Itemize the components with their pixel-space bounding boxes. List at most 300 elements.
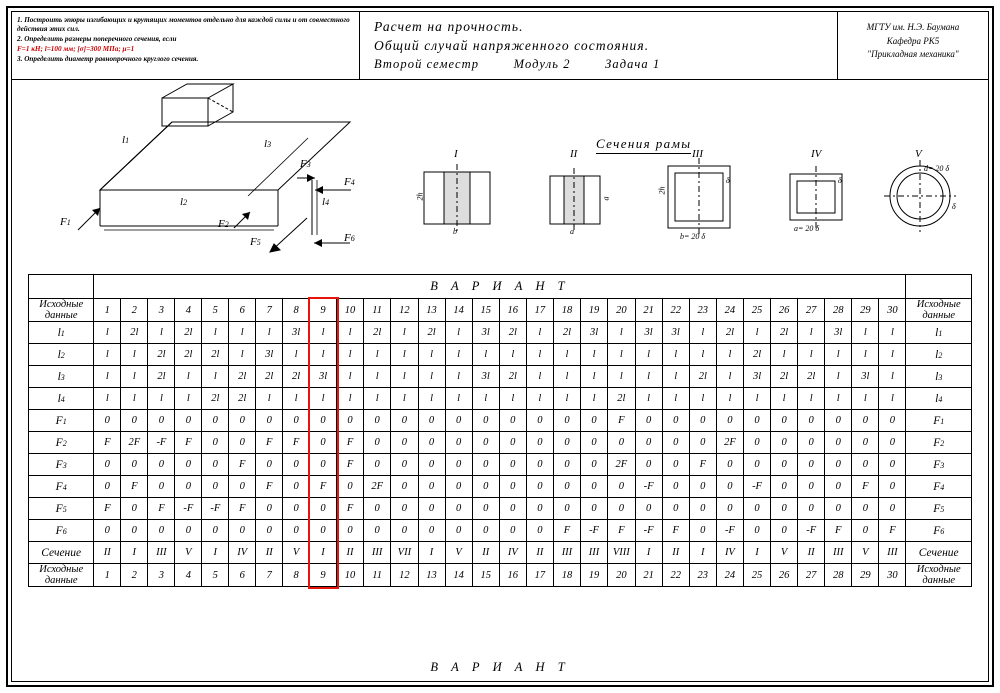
cell-F1-28: 0 <box>825 410 852 432</box>
cell-F1-23: 0 <box>689 410 716 432</box>
cell-l3-7: 2l <box>256 366 283 388</box>
variant-number-23: 23 <box>689 564 716 587</box>
cell-F5-10: F <box>337 498 364 520</box>
dim-label-d-V: d= 20 δ <box>924 164 950 173</box>
cell-F2-12: 0 <box>391 432 418 454</box>
cell-F2-19: 0 <box>580 432 607 454</box>
cell-F1-26: 0 <box>771 410 798 432</box>
cell-F4-27: 0 <box>798 476 825 498</box>
cell-l2-9: l <box>310 344 337 366</box>
variant-number-8: 8 <box>283 299 310 322</box>
cell-F4-23: 0 <box>689 476 716 498</box>
cell-l2-13: l <box>418 344 445 366</box>
cell-F3-8: 0 <box>283 454 310 476</box>
cell-l3-15: 3l <box>472 366 499 388</box>
cell-l2-23: l <box>689 344 716 366</box>
cell-F1-14: 0 <box>445 410 472 432</box>
cell-l4-27: l <box>798 388 825 410</box>
cell-l1-10: l <box>337 322 364 344</box>
cell-F3-6: F <box>229 454 256 476</box>
cell-F6-17: 0 <box>526 520 553 542</box>
cell-F2-9: 0 <box>310 432 337 454</box>
cell-l3-9: 3l <box>310 366 337 388</box>
cell-l1-20: l <box>608 322 636 344</box>
row-header-l3: l3 <box>29 366 94 388</box>
cell-Сечение-6: IV <box>229 542 256 564</box>
cell-F1-7: 0 <box>256 410 283 432</box>
cell-l4-8: l <box>283 388 310 410</box>
cell-F2-6: 0 <box>229 432 256 454</box>
cell-F1-1: 0 <box>94 410 121 432</box>
cell-l3-8: 2l <box>283 366 310 388</box>
cell-Сечение-11: III <box>364 542 391 564</box>
cell-l4-24: l <box>716 388 743 410</box>
cell-F4-15: 0 <box>472 476 499 498</box>
cell-F1-20: F <box>608 410 636 432</box>
cell-l1-4: 2l <box>175 322 202 344</box>
cell-F1-8: 0 <box>283 410 310 432</box>
org-line-1: МГТУ им. Н.Э. Баумана <box>866 22 960 32</box>
cell-F6-1: 0 <box>94 520 121 542</box>
cell-Сечение-27: II <box>798 542 825 564</box>
variant-number-21: 21 <box>635 564 662 587</box>
cell-F5-27: 0 <box>798 498 825 520</box>
cell-Сечение-24: IV <box>716 542 743 564</box>
cell-l2-24: l <box>716 344 743 366</box>
row-header-source-data: Исходные данные <box>906 564 972 587</box>
cell-l2-27: l <box>798 344 825 366</box>
cell-F1-22: 0 <box>662 410 689 432</box>
cell-l3-1: l <box>94 366 121 388</box>
cell-Сечение-1: II <box>94 542 121 564</box>
cell-Сечение-18: III <box>553 542 580 564</box>
cell-F1-9: 0 <box>310 410 337 432</box>
cell-l1-26: 2l <box>771 322 798 344</box>
cell-l1-23: l <box>689 322 716 344</box>
variant-number-3: 3 <box>148 299 175 322</box>
cell-l4-20: 2l <box>608 388 636 410</box>
cell-F1-18: 0 <box>553 410 580 432</box>
cell-F5-20: 0 <box>608 498 636 520</box>
cell-F4-9: F <box>310 476 337 498</box>
cell-Сечение-10: II <box>337 542 364 564</box>
cell-F2-29: 0 <box>852 432 879 454</box>
variant-number-9: 9 <box>310 564 337 587</box>
force-label-F1: F1 <box>60 216 71 228</box>
variants-table <box>28 274 972 587</box>
cell-F5-16: 0 <box>499 498 526 520</box>
cell-F2-4: F <box>175 432 202 454</box>
variant-number-1: 1 <box>94 564 121 587</box>
cell-F2-10: F <box>337 432 364 454</box>
variant-number-16: 16 <box>499 299 526 322</box>
cell-l3-10: l <box>337 366 364 388</box>
cell-l2-5: 2l <box>202 344 229 366</box>
cell-l3-18: l <box>553 366 580 388</box>
cell-l1-27: l <box>798 322 825 344</box>
cell-l4-18: l <box>553 388 580 410</box>
cell-F2-2: 2F <box>121 432 148 454</box>
cell-F1-29: 0 <box>852 410 879 432</box>
cell-l4-23: l <box>689 388 716 410</box>
variant-number-5: 5 <box>202 564 229 587</box>
variant-number-8: 8 <box>283 564 310 587</box>
cell-F6-14: 0 <box>445 520 472 542</box>
cell-F6-2: 0 <box>121 520 148 542</box>
cell-l1-18: 2l <box>553 322 580 344</box>
cell-F3-23: F <box>689 454 716 476</box>
cell-l2-22: l <box>662 344 689 366</box>
table-row <box>29 322 972 344</box>
row-header-F2: F2 <box>29 432 94 454</box>
cell-F6-25: 0 <box>743 520 770 542</box>
cell-F1-5: 0 <box>202 410 229 432</box>
cell-l1-5: l <box>202 322 229 344</box>
cell-l2-10: l <box>337 344 364 366</box>
cell-l1-19: 3l <box>580 322 607 344</box>
cell-F1-4: 0 <box>175 410 202 432</box>
variant-number-6: 6 <box>229 299 256 322</box>
cell-l1-29: l <box>852 322 879 344</box>
cell-F3-12: 0 <box>391 454 418 476</box>
row-header-l1: l1 <box>906 322 972 344</box>
cell-l2-21: l <box>635 344 662 366</box>
variant-number-6: 6 <box>229 564 256 587</box>
cell-l4-7: l <box>256 388 283 410</box>
cell-l1-28: 3l <box>825 322 852 344</box>
cell-l4-17: l <box>526 388 553 410</box>
task-item-1: 1. Построить эпюры изгибающих и крутящих моментов отдельно для каждой силы и от совместного действия этих сил. <box>17 16 350 33</box>
cell-F2-21: 0 <box>635 432 662 454</box>
cell-l2-11: l <box>364 344 391 366</box>
cell-F5-24: 0 <box>716 498 743 520</box>
cell-F1-16: 0 <box>499 410 526 432</box>
row-header-F1: F1 <box>29 410 94 432</box>
variant-number-30: 30 <box>879 564 906 587</box>
cell-F5-23: 0 <box>689 498 716 520</box>
cell-l1-13: 2l <box>418 322 445 344</box>
cell-l4-12: l <box>391 388 418 410</box>
task-label: Задача 1 <box>605 57 661 71</box>
cell-F2-25: 0 <box>743 432 770 454</box>
cell-F1-15: 0 <box>472 410 499 432</box>
variant-number-12: 12 <box>391 299 418 322</box>
table-row <box>29 388 972 410</box>
cell-F3-1: 0 <box>94 454 121 476</box>
cell-F4-28: 0 <box>825 476 852 498</box>
title-line-1: Расчет на прочность. <box>374 19 524 34</box>
variant-number-7: 7 <box>256 564 283 587</box>
variant-number-15: 15 <box>472 299 499 322</box>
cell-F5-30: 0 <box>879 498 906 520</box>
variant-number-3: 3 <box>148 564 175 587</box>
cell-F4-26: 0 <box>771 476 798 498</box>
cell-Сечение-14: V <box>445 542 472 564</box>
row-header-F1: F1 <box>906 410 972 432</box>
cell-F6-24: -F <box>716 520 743 542</box>
cell-l3-27: 2l <box>798 366 825 388</box>
cell-l3-26: 2l <box>771 366 798 388</box>
variant-number-13: 13 <box>418 564 445 587</box>
dim-label-b-III: b= 20 δ <box>680 232 706 241</box>
cell-F2-5: 0 <box>202 432 229 454</box>
cell-F4-7: F <box>256 476 283 498</box>
row-header-F4: F4 <box>29 476 94 498</box>
variant-number-29: 29 <box>852 564 879 587</box>
variant-number-20: 20 <box>608 299 636 322</box>
cell-Сечение-5: I <box>202 542 229 564</box>
cell-F1-17: 0 <box>526 410 553 432</box>
cell-l1-24: 2l <box>716 322 743 344</box>
row-header-l1: l1 <box>29 322 94 344</box>
cell-F3-11: 0 <box>364 454 391 476</box>
cell-F3-30: 0 <box>879 454 906 476</box>
cell-F6-8: 0 <box>283 520 310 542</box>
cell-l4-14: l <box>445 388 472 410</box>
row-header-source-data: Исходные данные <box>906 299 972 322</box>
cell-l1-22: 3l <box>662 322 689 344</box>
variant-number-12: 12 <box>391 564 418 587</box>
title-block <box>12 12 988 80</box>
cell-l3-5: l <box>202 366 229 388</box>
cell-F2-22: 0 <box>662 432 689 454</box>
variant-number-13: 13 <box>418 299 445 322</box>
table-row <box>29 454 972 476</box>
task-item-2: 2. Определить размеры поперечного сечения, если <box>17 35 177 43</box>
drawing-area <box>12 80 988 263</box>
cell-F6-29: 0 <box>852 520 879 542</box>
cell-F3-3: 0 <box>148 454 175 476</box>
cell-F3-25: 0 <box>743 454 770 476</box>
force-label-F4: F4 <box>344 176 355 188</box>
force-label-F2: F2 <box>218 218 229 230</box>
task-item-4: 3. Определить диаметр равнопрочного круглого сечения. <box>17 55 199 63</box>
table-row <box>29 498 972 520</box>
cell-F1-2: 0 <box>121 410 148 432</box>
cell-F5-9: 0 <box>310 498 337 520</box>
dim-label-delta-IV: δ <box>838 176 842 185</box>
cell-F4-29: F <box>852 476 879 498</box>
cell-l2-19: l <box>580 344 607 366</box>
cell-F5-26: 0 <box>771 498 798 520</box>
force-label-F5: F5 <box>250 236 261 248</box>
cell-F3-24: 0 <box>716 454 743 476</box>
cell-F6-22: F <box>662 520 689 542</box>
cell-F3-16: 0 <box>499 454 526 476</box>
cell-F5-19: 0 <box>580 498 607 520</box>
cell-Сечение-16: IV <box>499 542 526 564</box>
cell-F4-6: 0 <box>229 476 256 498</box>
row-header-l4: l4 <box>29 388 94 410</box>
document-title <box>360 12 838 79</box>
cell-F2-26: 0 <box>771 432 798 454</box>
cell-F6-20: F <box>608 520 636 542</box>
cell-l4-6: 2l <box>229 388 256 410</box>
row-header-F3: F3 <box>906 454 972 476</box>
cell-l3-6: 2l <box>229 366 256 388</box>
cell-F5-5: -F <box>202 498 229 520</box>
cell-F4-12: 0 <box>391 476 418 498</box>
cell-Сечение-8: V <box>283 542 310 564</box>
cell-F4-18: 0 <box>553 476 580 498</box>
cell-l3-2: l <box>121 366 148 388</box>
cell-F5-8: 0 <box>283 498 310 520</box>
cell-Сечение-3: III <box>148 542 175 564</box>
sections-title: Сечения рамы <box>596 136 691 154</box>
cell-l4-30: l <box>879 388 906 410</box>
cell-F1-25: 0 <box>743 410 770 432</box>
cell-F5-18: 0 <box>553 498 580 520</box>
cell-Сечение-9: I <box>310 542 337 564</box>
cell-F6-12: 0 <box>391 520 418 542</box>
cell-F2-13: 0 <box>418 432 445 454</box>
variant-number-18: 18 <box>553 299 580 322</box>
variant-number-30: 30 <box>879 299 906 322</box>
frame-diagram <box>12 80 988 263</box>
variant-number-26: 26 <box>771 299 798 322</box>
row-header-source-data: Исходные данные <box>29 564 94 587</box>
cell-l2-7: 3l <box>256 344 283 366</box>
cell-F2-24: 2F <box>716 432 743 454</box>
cell-l2-18: l <box>553 344 580 366</box>
cell-F1-24: 0 <box>716 410 743 432</box>
cell-F3-21: 0 <box>635 454 662 476</box>
cell-l2-1: l <box>94 344 121 366</box>
cell-F5-3: F <box>148 498 175 520</box>
cell-F2-16: 0 <box>499 432 526 454</box>
cell-Сечение-12: VII <box>391 542 418 564</box>
cell-l4-19: l <box>580 388 607 410</box>
cell-F6-9: 0 <box>310 520 337 542</box>
cell-l3-24: l <box>716 366 743 388</box>
cell-F5-1: F <box>94 498 121 520</box>
cell-F3-2: 0 <box>121 454 148 476</box>
row-header-F4: F4 <box>906 476 972 498</box>
variant-number-22: 22 <box>662 299 689 322</box>
cell-l4-9: l <box>310 388 337 410</box>
cell-F2-18: 0 <box>553 432 580 454</box>
cell-F6-26: 0 <box>771 520 798 542</box>
cell-F3-5: 0 <box>202 454 229 476</box>
cell-l1-17: l <box>526 322 553 344</box>
cell-F2-30: 0 <box>879 432 906 454</box>
cell-F2-17: 0 <box>526 432 553 454</box>
dim-label-a2-II: a <box>570 227 574 236</box>
cell-l4-22: l <box>662 388 689 410</box>
length-label-l1: l1 <box>122 134 130 146</box>
cell-Сечение-7: II <box>256 542 283 564</box>
variant-number-24: 24 <box>716 299 743 322</box>
cell-F1-19: 0 <box>580 410 607 432</box>
cell-F3-22: 0 <box>662 454 689 476</box>
variant-number-15: 15 <box>472 564 499 587</box>
cell-F3-17: 0 <box>526 454 553 476</box>
dim-label-a-II: a <box>601 196 611 201</box>
cell-l1-14: l <box>445 322 472 344</box>
cell-l2-4: 2l <box>175 344 202 366</box>
cell-F6-28: F <box>825 520 852 542</box>
variant-number-21: 21 <box>635 299 662 322</box>
cell-l3-14: l <box>445 366 472 388</box>
cell-l3-13: l <box>418 366 445 388</box>
dim-label-2h-I: 2h <box>415 192 425 201</box>
cell-l3-12: l <box>391 366 418 388</box>
variant-number-10: 10 <box>337 299 364 322</box>
variant-number-26: 26 <box>771 564 798 587</box>
semester-label: Второй семестр <box>374 57 480 71</box>
cell-F4-1: 0 <box>94 476 121 498</box>
section-number-IV: IV <box>811 148 822 160</box>
cell-F6-10: 0 <box>337 520 364 542</box>
cell-l2-28: l <box>825 344 852 366</box>
cell-F6-4: 0 <box>175 520 202 542</box>
cell-F4-8: 0 <box>283 476 310 498</box>
cell-F3-28: 0 <box>825 454 852 476</box>
cell-l3-29: 3l <box>852 366 879 388</box>
cell-l3-19: l <box>580 366 607 388</box>
row-header-F5: F5 <box>29 498 94 520</box>
cell-l1-25: l <box>743 322 770 344</box>
cell-F4-11: 2F <box>364 476 391 498</box>
cell-F6-7: 0 <box>256 520 283 542</box>
cell-l1-12: l <box>391 322 418 344</box>
cell-Сечение-29: V <box>852 542 879 564</box>
cell-F6-5: 0 <box>202 520 229 542</box>
org-line-3: "Прикладная механика" <box>867 49 959 59</box>
cell-l1-16: 2l <box>499 322 526 344</box>
cell-Сечение-2: I <box>121 542 148 564</box>
cell-F2-15: 0 <box>472 432 499 454</box>
cell-F6-15: 0 <box>472 520 499 542</box>
cell-F4-14: 0 <box>445 476 472 498</box>
variant-number-19: 19 <box>580 299 607 322</box>
table-row <box>29 476 972 498</box>
cell-Сечение-13: I <box>418 542 445 564</box>
cell-F3-26: 0 <box>771 454 798 476</box>
variant-number-4: 4 <box>175 564 202 587</box>
cell-F1-27: 0 <box>798 410 825 432</box>
cell-l1-9: l <box>310 322 337 344</box>
variant-number-17: 17 <box>526 564 553 587</box>
cell-l2-25: 2l <box>743 344 770 366</box>
cell-Сечение-21: I <box>635 542 662 564</box>
length-label-l2: l2 <box>180 196 188 208</box>
cell-F1-30: 0 <box>879 410 906 432</box>
cell-F4-30: 0 <box>879 476 906 498</box>
cell-l4-25: l <box>743 388 770 410</box>
cell-F4-20: 0 <box>608 476 636 498</box>
table-row <box>29 410 972 432</box>
variant-number-25: 25 <box>743 564 770 587</box>
variant-number-16: 16 <box>499 564 526 587</box>
cell-l2-12: l <box>391 344 418 366</box>
section-number-V: V <box>915 148 922 160</box>
cell-F2-11: 0 <box>364 432 391 454</box>
task-list <box>12 12 360 79</box>
cell-l2-17: l <box>526 344 553 366</box>
variant-number-24: 24 <box>716 564 743 587</box>
cell-l4-10: l <box>337 388 364 410</box>
dim-label-a-IV: a= 20 δ <box>794 224 820 233</box>
cell-l2-29: l <box>852 344 879 366</box>
table-row <box>29 299 972 322</box>
cell-Сечение-20: VIII <box>608 542 636 564</box>
cell-F6-16: 0 <box>499 520 526 542</box>
row-header-F5: F5 <box>906 498 972 520</box>
cell-F4-3: 0 <box>148 476 175 498</box>
variant-number-27: 27 <box>798 564 825 587</box>
table-row <box>29 275 972 299</box>
